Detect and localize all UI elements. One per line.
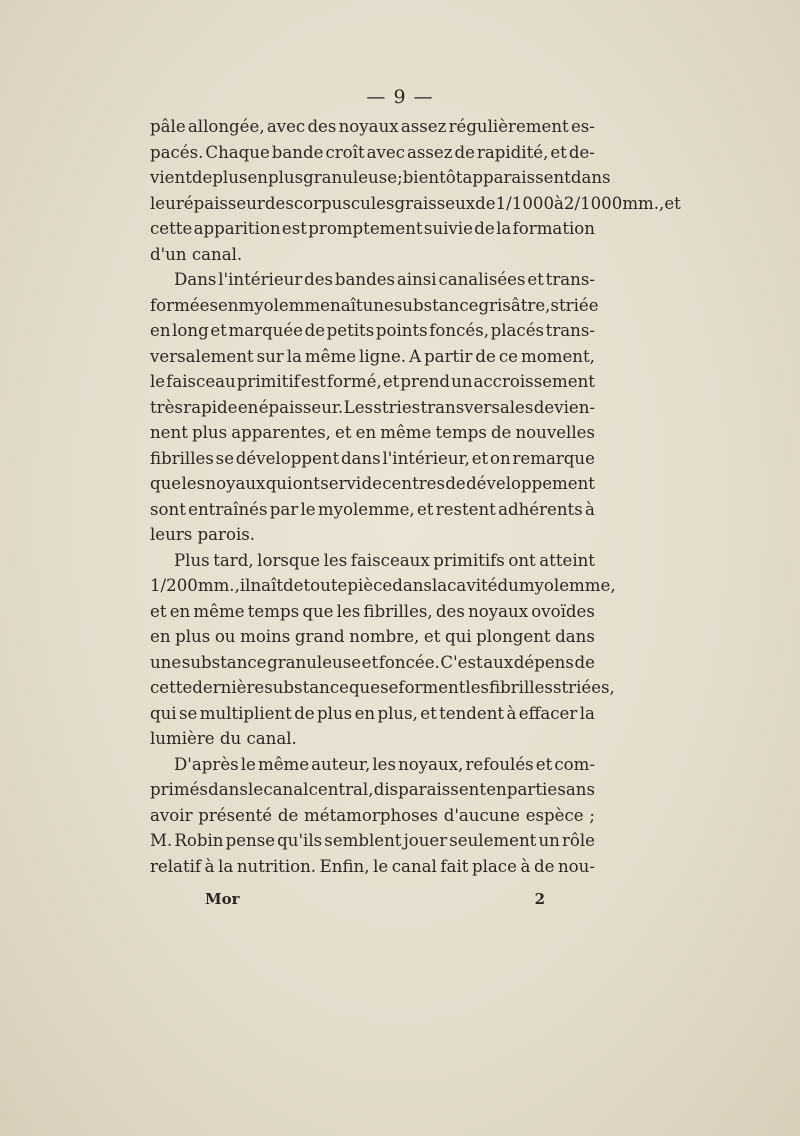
text-line: que les noyaux qui ont servi de centres de développement: [150, 474, 595, 493]
sheet-number: 2: [534, 890, 545, 908]
page-footer: [205, 890, 545, 908]
text-line: Dans l'intérieur des bandes ainsi canalisées et trans-: [174, 270, 595, 289]
text-line: pacés. Chaque bande croît avec assez de rapidité, et de-: [150, 142, 595, 162]
text-line: M. Robin pense qu'ils semblent jouer seulement un rôle: [150, 831, 595, 850]
printer-signature: Mor: [205, 890, 240, 908]
text-line: le faisceau primitif est formé, et prend un accroissement: [150, 372, 595, 391]
body-text: [150, 114, 681, 879]
text-line: cette apparition est promptement suivie de la formation: [150, 219, 595, 238]
text-line: d'un canal.: [150, 244, 243, 264]
text-line: qui se multiplient de plus en plus, et tendent à effacer la: [150, 703, 595, 723]
text-line: une substance granuleuse et foncée. C'est aux dépens de: [150, 652, 595, 672]
text-line: en long et marquée de petits points foncés, placés trans-: [150, 321, 595, 340]
text-line: cette dernière substance que se forment les fibrilles striées,: [150, 678, 615, 697]
text-line: sont entraînés par le myolemme, et restent adhérents à: [150, 499, 595, 519]
text-line: leurs parois.: [150, 525, 256, 544]
text-line: pâle allongée, avec des noyaux assez régulièrement es-: [150, 117, 595, 136]
text-line: formées en myolemme naît une substance grisâtre, striée: [150, 295, 599, 315]
text-line: 1/200 mm., il naît de toute pièce dans la cavité du myolemme,: [150, 576, 616, 595]
text-line: fibrilles se développent dans l'intérieur, et on remarque: [150, 448, 595, 468]
text-line: primés dans le canal central, disparaissent en partie sans: [150, 780, 595, 799]
text-line: et en même temps que les fibrilles, des noyaux ovoïdes: [150, 601, 595, 621]
text-line: D'après le même auteur, les noyaux, refoulés et com-: [174, 754, 595, 774]
text-line: vient de plus en plus granuleuse ; bientôt apparaissent dans: [150, 168, 611, 187]
text-line: versalement sur la même ligne. A partir de ce moment,: [150, 346, 595, 366]
text-line: avoir présenté de métamorphoses d'aucune espèce ;: [150, 805, 595, 825]
page-number: — 9 —: [366, 86, 434, 108]
text-line: Plus tard, lorsque les faisceaux primitifs ont atteint: [174, 550, 595, 570]
text-line: leur épaisseur des corpuscules graisseux de 1/1000 à 2/1000 mm., et: [150, 193, 681, 213]
text-line: lumière du canal.: [150, 729, 297, 748]
text-line: en plus ou moins grand nombre, et qui plongent dans: [150, 627, 595, 646]
text-line: nent plus apparentes, et en même temps de nouvelles: [150, 423, 595, 442]
text-line: relatif à la nutrition. Enfin, le canal fait place à de nou-: [150, 856, 595, 876]
text-line: très rapide en épaisseur. Les stries transversales devien-: [150, 397, 595, 417]
